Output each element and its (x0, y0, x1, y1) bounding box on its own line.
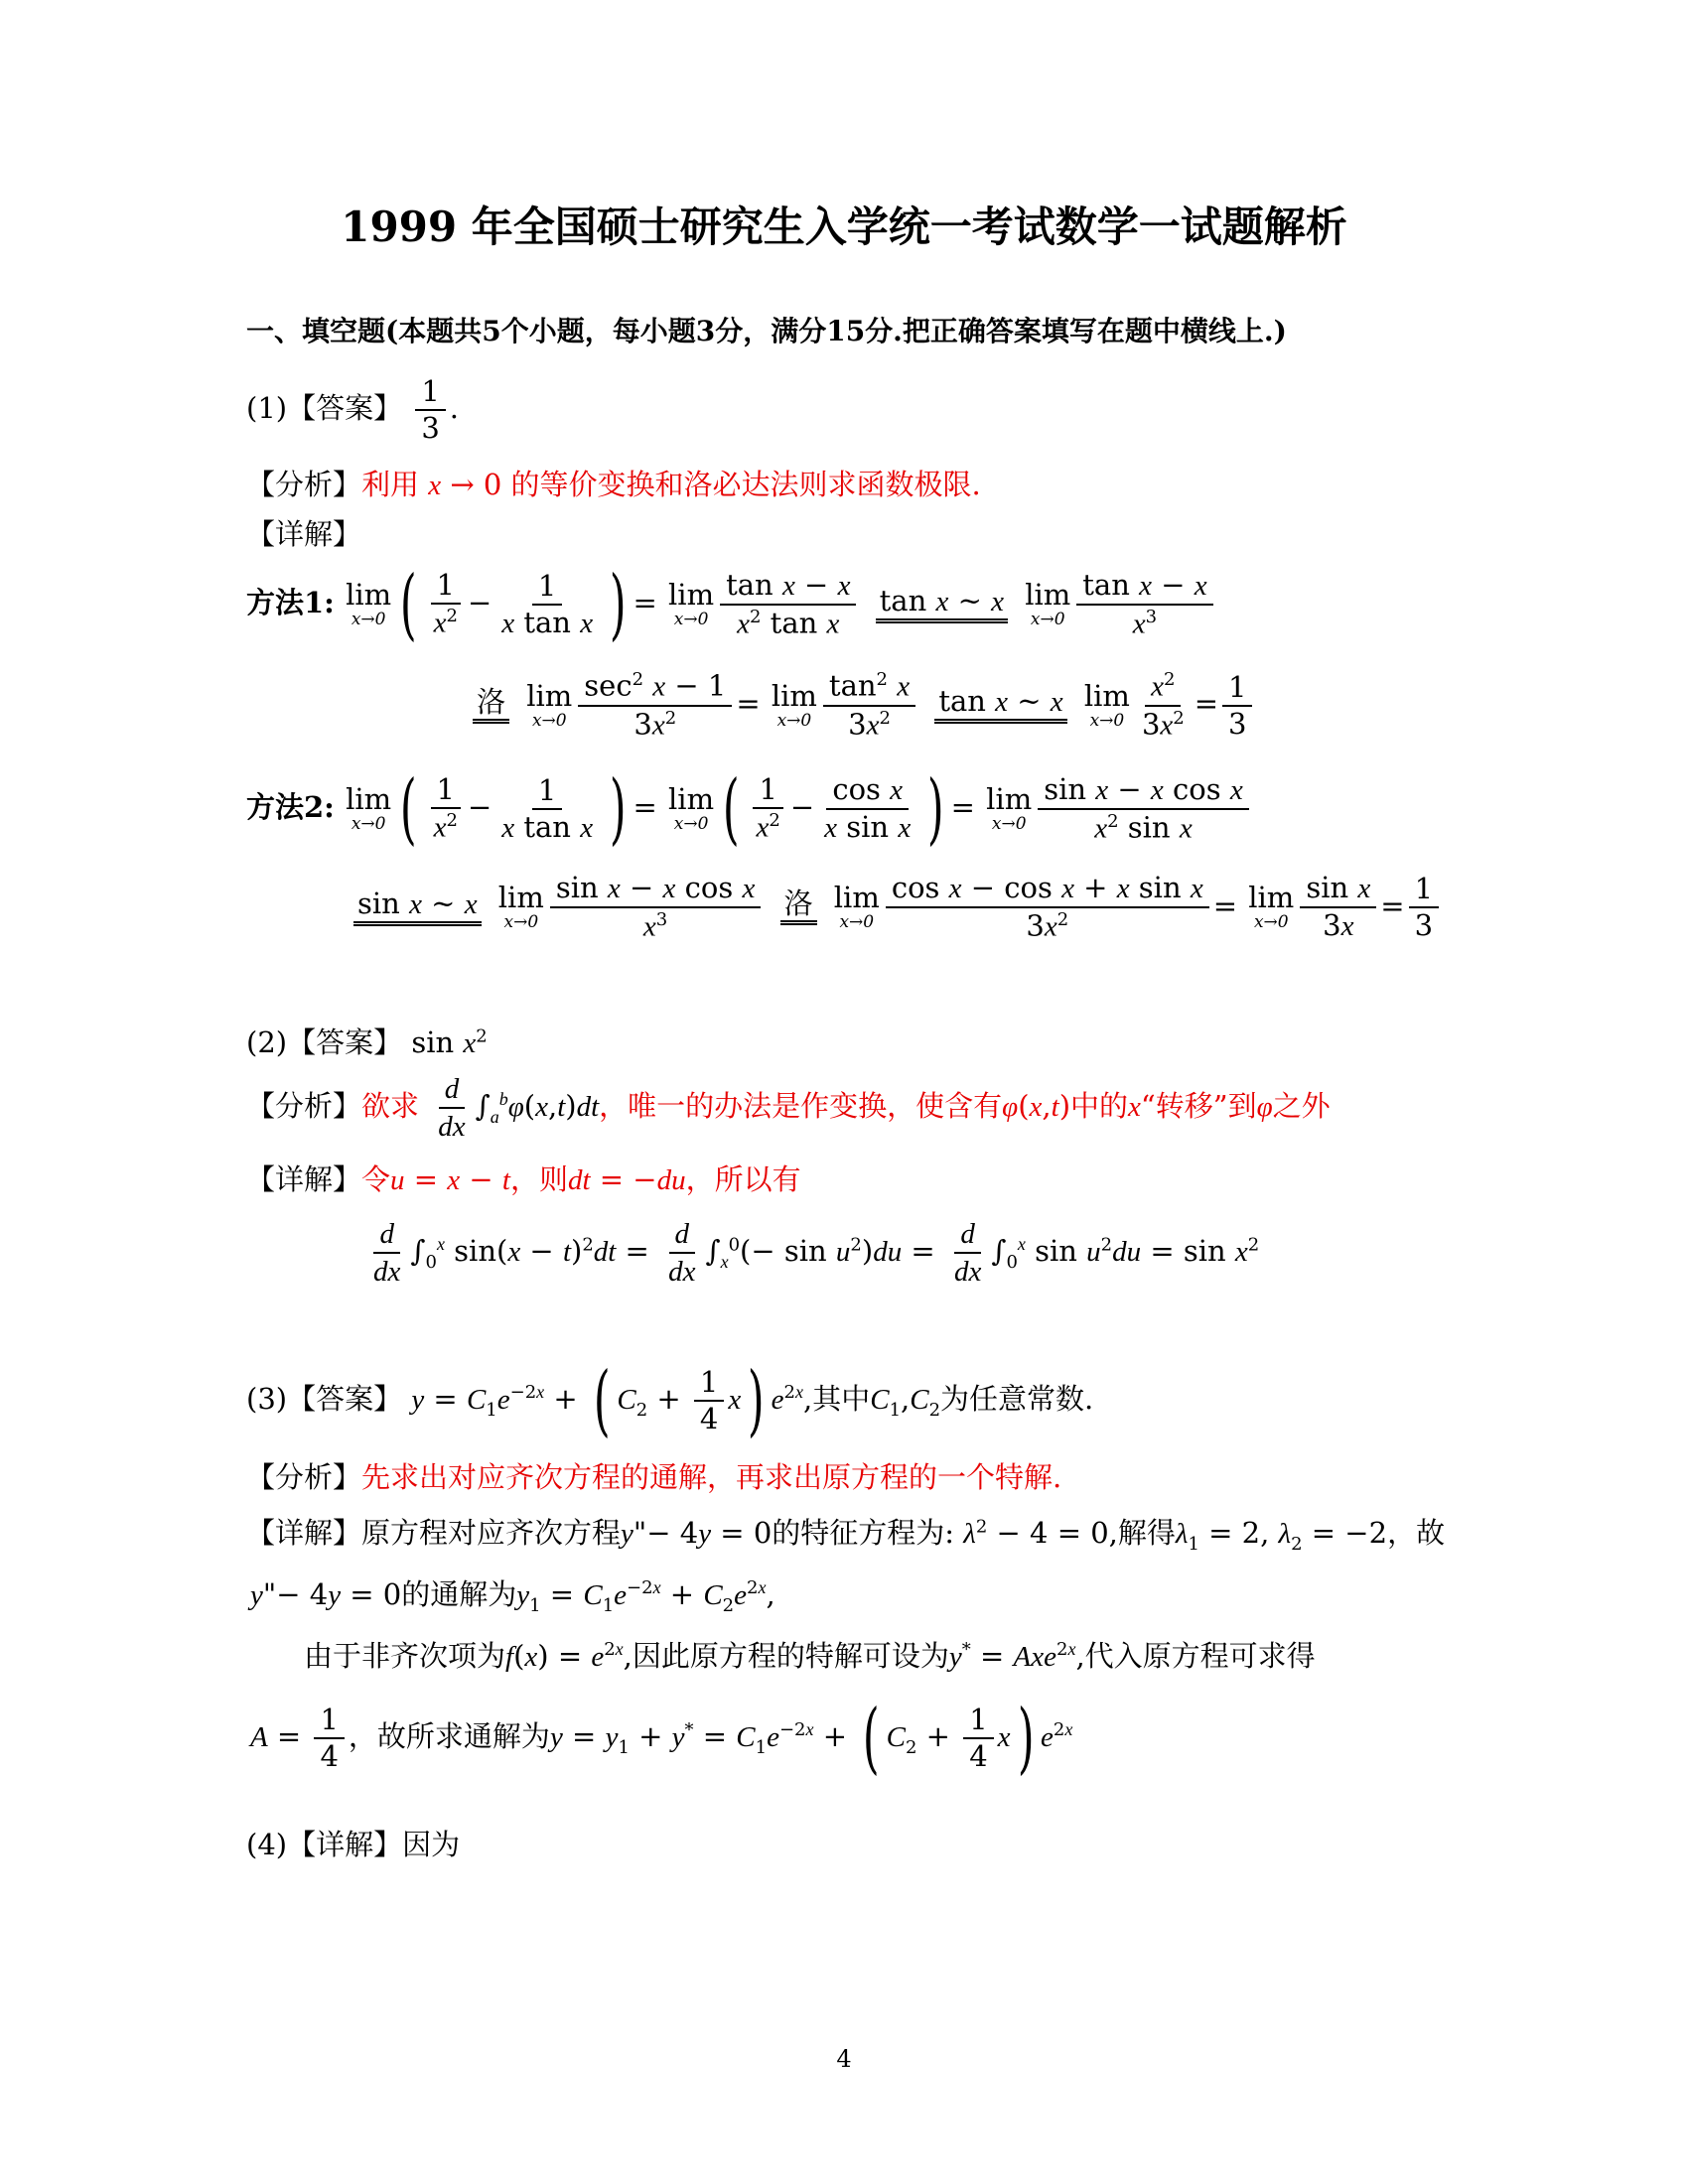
q2-analysis-end: 之外 (1272, 1089, 1331, 1123)
q2-analysis-line: 【分析】欲求 $\frac{d}{dx}$ $\int_a^b\varphi(x,t)dt$，唯一的办法是作变换，使含有φ(x,t)中的x“转移”到φ之外 (246, 1073, 1331, 1143)
q2-detail-line: 【详解】令u = x − t，则dt = −du，所以有 (246, 1162, 801, 1196)
q2-detail-pre: 令 (361, 1162, 391, 1196)
page-title: 1999 年全国硕士研究生入学统一考试数学一试题解析 (341, 203, 1347, 251)
q1-analysis-line: 【分析】利用 x → 0 的等价变换和洛必达法则求函数极限. (246, 468, 981, 501)
q4-detail-post: 因为 (402, 1828, 461, 1861)
q3-detail1-end: ，故 (1387, 1516, 1446, 1550)
q2-detail-post: ，所以有 (685, 1162, 801, 1196)
detail-label: 【详解】 (246, 1162, 362, 1196)
lhopital-mark: 洛 (780, 889, 817, 925)
q3-answer-post: ,其中 (803, 1382, 871, 1416)
q3-answer-line: (3)【答案】 $y = C_1e^{-2x}$ + ( $C_2$ + $\frac{1}{4}$ x) $e^{2x}$,其中$C_1,C_2$为任意常数. (246, 1356, 1094, 1445)
q2-detail-mid: ，则 (509, 1162, 568, 1196)
page-number: 4 (836, 2045, 852, 2073)
answer-label: 【答案】 (287, 391, 403, 425)
q1-number: (1) (246, 391, 288, 425)
q3-detail3-pre: 由于非齐次项为 (304, 1639, 506, 1673)
q2-answer-line: (2)【答案】 $\sin x^2$ (246, 1025, 488, 1059)
answer-label: 【答案】 (287, 1025, 403, 1059)
q1-method2-line2: sin x ~ x lim x→0 $\frac{\text{sin x − x cos x}}{x^3}$ 洛 lim x→0 $\frac{\text{cos x − cos x + x sin x}}{3x^2}$ = lim x→0 $\frac{\text{sin x}}{3x}$ = $\frac{1}{3}$ (348, 874, 1443, 942)
analysis-label: 【分析】 (246, 468, 362, 501)
q3-detail4-mid: ，故所求通解为 (348, 1719, 550, 1753)
answer-label: 【答案】 (287, 1382, 403, 1416)
q1-analysis-pre: 利用 (361, 468, 420, 501)
q2-analysis-mid2: 中的 (1070, 1089, 1129, 1123)
analysis-label: 【分析】 (246, 1089, 362, 1123)
q3-detail-line1: 【详解】原方程对应齐次方程y"− 4y = 0的特征方程为: $\lambda^2 - 4 = 0$,解得$\lambda_1 = 2$, $\lambda_2 = -2$，故 (246, 1516, 1446, 1555)
q2-analysis-pre: 欲求 (361, 1089, 420, 1123)
section-heading: 一、填空题(本题共5个小题，每小题3分，满分15分.把正确答案填写在题中横线上.) (246, 315, 1287, 347)
q3-detail2-mid: 的通解为 (401, 1577, 517, 1611)
q1-method1-line2: 洛 lim x→0 $\frac{\sec^2 x - 1}{3x^2}$ = lim x→0 $\frac{\tan^2 x}{3x^2}$ tan x ~ x lim x→0 $\frac{x^2}{3x^2}$ = $\frac{1}{3}$ (467, 671, 1256, 740)
q2-analysis-post: “转移”到 (1140, 1089, 1257, 1123)
q3-analysis-line (246, 1455, 1061, 1496)
q1-answer-fraction: $\frac{1}{3}$ (415, 377, 445, 443)
q1-method2-line1: 方法2: lim x→0 ( $\frac{1}{x^2}$ − $\frac{1}{\text{x tan x}}$ ) = lim x→0 ( $\frac{1}{x^2}$ − $\frac{\text{cos x}}{\text{x sin x}}$ ) = lim x→0 $\frac{\text{sin x − x cos x}}{x^2 \sin x}$ (246, 770, 1253, 848)
lhopital-mark: 洛 (473, 688, 509, 724)
detail-label: 【详解】 (287, 1828, 403, 1861)
q3-detail3-end: 代入原方程可求得 (1084, 1639, 1316, 1673)
q1-detail-label: 【详解】 (246, 517, 362, 551)
q3-detail1-mid: 的特征方程为: (772, 1516, 955, 1550)
q3-detail-line3: 由于非齐次项为$f(x) = e^{2x}$,因此原方程的特解可设为y* = Axe$^{2x}$,代入原方程可求得 (304, 1639, 1316, 1673)
q1-answer-line: (1)【答案】 $\frac{1}{3}$ . (246, 374, 459, 445)
method1-label: 方法1: (246, 586, 335, 619)
q1-method1-line1: 方法1: lim x→0 ( $\frac{1}{x^2}$ − $\frac{1}{\text{x tan x}}$ ) = lim x→0 $\frac{\text{tan x − x}}{x^2 \tan x}$ tan x ~ x lim x→0 $\frac{\text{tan x − x}}{x^3}$ (246, 566, 1217, 643)
analysis-label: 【分析】 (246, 1460, 362, 1494)
q4-detail-line (246, 1823, 460, 1863)
q2-number: (2) (246, 1025, 288, 1059)
q2-equation: $\frac{d}{dx}$ $\int_0^x$ $\sin(x - t)^2dt$ = $\frac{d}{dx}$ $\int_x^0(- \sin u^2)du$ = $\frac{d}{dx}$ $\int_0^x$ $\sin u^2du = \sin x^2$ (373, 1218, 1260, 1288)
method2-label: 方法2: (246, 790, 335, 824)
q3-number: (3) (246, 1382, 288, 1416)
q2-analysis-mid: ，唯一的办法是作变换，使含有 (599, 1089, 1003, 1123)
q3-detail-line2: y"− 4y = 0的通解为$y_1 = C_1e^{-2x} + C_2e^{2x}$, (250, 1577, 775, 1616)
q3-detail1-pre: 原方程对应齐次方程 (361, 1516, 622, 1550)
q3-answer-end: 为任意常数. (940, 1382, 1094, 1416)
detail-label: 【详解】 (246, 1516, 362, 1550)
q3-detail3-mid: 因此原方程的特解可设为 (632, 1639, 949, 1673)
q3-detail-line4: A = $\frac{1}{4}$ ，故所求通解为$y = y_1 + y^* = C_1e^{-2x}$ + ( $C_2$ + $\frac{1}{4}$ x) $e^{2x}$ (250, 1694, 1073, 1783)
q1-analysis-post: 的等价变换和洛必达法则求函数极限. (510, 468, 981, 501)
q3-detail1-mid2: 解得 (1117, 1516, 1176, 1550)
q3-analysis-text: 先求出对应齐次方程的通解，再求出原方程的一个特解. (361, 1460, 1062, 1494)
q4-number: (4) (246, 1828, 288, 1861)
